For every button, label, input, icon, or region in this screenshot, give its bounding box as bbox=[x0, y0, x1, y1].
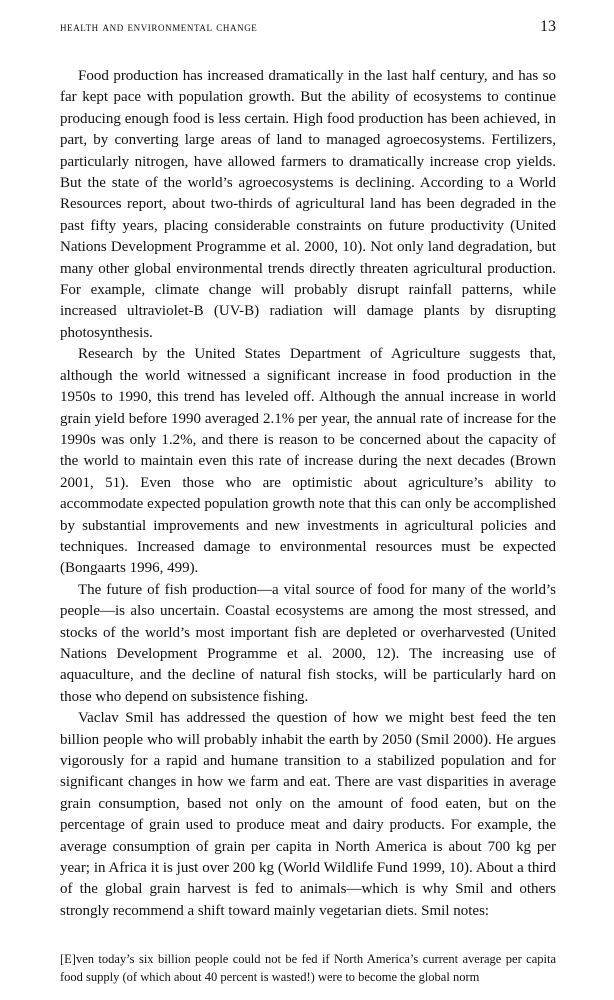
running-header bbox=[60, 18, 556, 44]
page-number: 13 bbox=[540, 18, 556, 35]
paragraph-usda-research: Research by the United States Department of Agriculture suggests that, although the world witnessed a significant increase in food production in the 1950s to 1990, this trend has leveled off. Although the annual increase in world grain yield before 1990 averaged 2.1% per year, the annual rate of increase for the 1990s was only 1.2%, and there is reason to be concerned about the capacity of the world to maintain even this rate of increase during the next decades (Brown 2001, 51). Even those who are optimistic about agriculture’s ability to accommodate expected population growth note that this can only be accomplished by substantial improvements and new investments in agricultural policies and techniques. Increased damage to environmental resources must be expected (Bongaarts 1996, 499). bbox=[60, 346, 556, 577]
paragraph-smil: Vaclav Smil has addressed the question of how we might best feed the ten billion people who will probably inhabit the earth by 2050 (Smil 2000). He argues vigorously for a rapid and humane transition to a stabilized population and for significant changes in how we farm and eat. There are vast disparities in average grain consumption, based not only on the amount of food eaten, but on the percentage of grain used to produce meat and dairy products. For example, the average consumption of grain per capita in North America is about 700 kg per year; in Africa it is just over 200 kg (World Wildlife Fund 1999, 10). About a third of the global grain harvest is fed to animals—which is why Smil and others strongly recommend a shift toward mainly vegetarian diets. Smil notes: bbox=[60, 710, 556, 919]
paragraph-fish-production: The future of fish production—a vital source of food for many of the world’s people—is also uncertain. Coastal ecosystems are among the most stressed, and stocks of the world’s most important fish are depleted or overharvested (United Nations Development Programme et al. 2000, 12). The increasing use of aquaculture, and the decline of natural fish stocks, will be particularly hard on those who depend on subsistence fishing. bbox=[60, 581, 556, 705]
block-quote: [E]ven today’s six billion people could not be fed if North America’s current average per capita food supply (of which about 40 percent is wasted!) were to become the global norm bbox=[60, 952, 556, 985]
book-page bbox=[60, 18, 556, 986]
paragraph-food-production: Food production has increased dramatically in the last half century, and has so far kept pace with population growth. But the ability of ecosystems to continue producing enough food is less certain. High food production has been achieved, in part, by converting large areas of land to managed agroecosystems. Fertilizers, particularly nitrogen, have allowed farmers to dramatically increase crop yields. But the state of the world’s agroecosystems is declining. According to a World Resources report, about two-thirds of agricultural land has been degraded in the past fifty years, placing considerable constraints on future productivity (United Nations Development Programme et al. 2000, 10). Not only land degradation, but many other global environmental trends directly threaten agricultural production. For example, climate change will probably disrupt rainfall patterns, while increased ultraviolet-B (UV-B) radiation will damage plants by disrupting photosynthesis. bbox=[60, 68, 556, 341]
running-title: health and environmental change bbox=[60, 20, 258, 34]
main-text bbox=[60, 66, 556, 986]
